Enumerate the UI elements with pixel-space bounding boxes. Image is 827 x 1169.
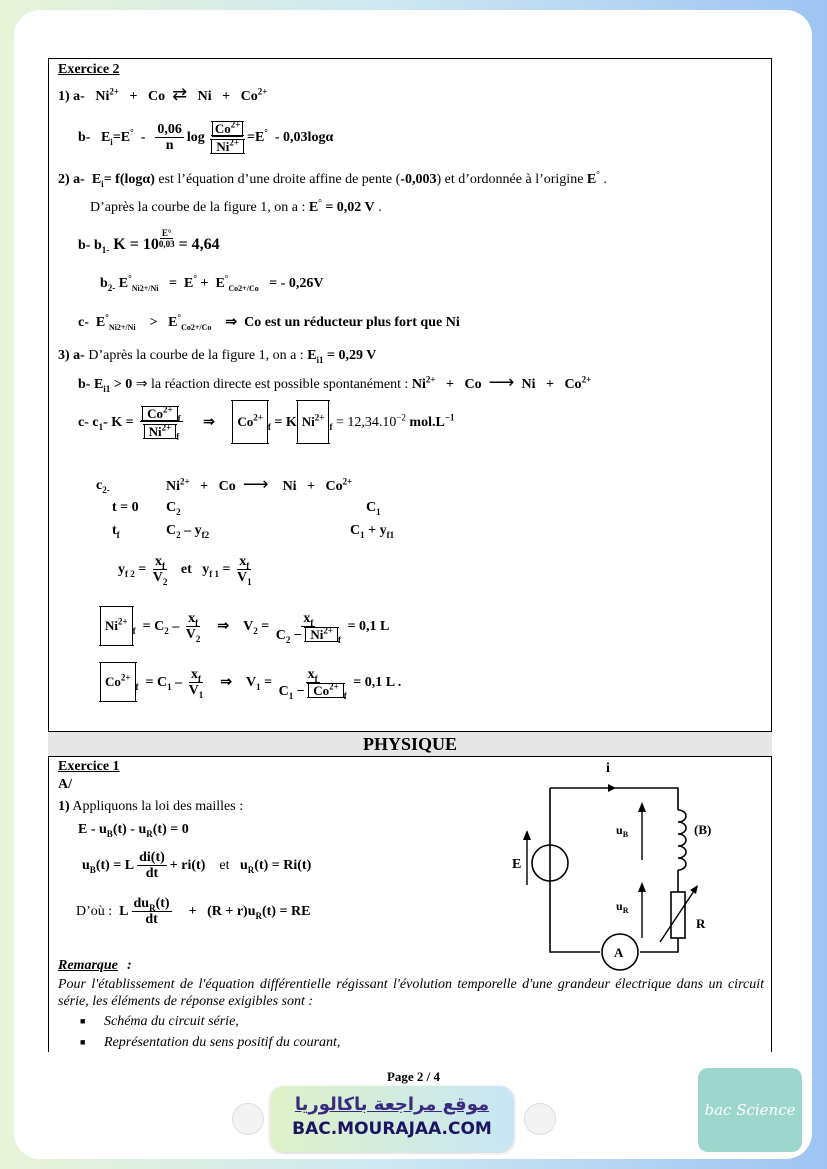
label-a: A <box>614 945 624 960</box>
label-i: i <box>606 761 610 776</box>
page-number: Page 2 / 4 <box>386 1069 441 1084</box>
remark-text: Pour l'établissement de l'équation différentielle régissant l'évolution temporelle d'une grandeur électrique dans un circuit série, les éléments de réponse exigibles sont : <box>58 977 764 1009</box>
line-3a: 3) a- D’après la courbe de la figure 1, on a : $E_{i1} = 0,29$ V <box>58 348 377 365</box>
line-2b2: $b_{2-}$ $E^\circ_{Ni2+/Ni} = E^\circ + E^\circ_{Co2+/Co}$ = - 0,26V <box>100 273 324 293</box>
rl-circuit-diagram <box>500 760 740 980</box>
coil-symbol <box>678 810 686 870</box>
site-url[interactable]: BAC.MOURAJAA.COM <box>292 1119 492 1139</box>
site-logo-icon <box>232 1103 264 1135</box>
table-t0-c2: $C_2$ <box>166 500 181 517</box>
eq-ni-final: $Ni^{2+}_f = C_2$ – $\frac{x_f}{V_2}$ ⇒ $V_2$ = $\frac{x_f}{C_2 - Ni^{2+}_f}$ = 0,1 L <box>100 606 389 647</box>
line-2a: 2) a- $E_i= f(\log\alpha)$ est l’équation d’une droite affine de pente (-0,003) et d’ordonnée à l’origine E° . <box>58 169 607 189</box>
line-3b: b- $E_{i1} > 0$ ⇒ la réaction directe est possible spontanément : $Ni^{2+}$ + Co ⟶ Ni + $Co^{2+}$ <box>78 372 592 394</box>
label-ur: $u_R$ <box>616 899 629 915</box>
exercise-1-title: Exercice 1 <box>58 759 120 774</box>
eq-co-final: $Co^{2+}_f = C_1$ – $\frac{x_f}{V_1}$ ⇒ $V_1$ = $\frac{x_f}{C_1 - Co^{2+}_f}$ = 0,1 L . <box>100 662 401 703</box>
line-1b: b- $E_i=E^\circ$ - $\frac{0,06}{n}$ log $\frac{Co^{2+}}{Ni^{2+}}$ =E° - 0,03logα <box>78 119 334 155</box>
label-b: (B) <box>694 822 712 837</box>
bullet-item: ■ Représentation du sens positif du courant, <box>104 1035 340 1051</box>
ub-ur-eq: $u_B(t) = L$ $\frac{di(t)}{dt}$ + ri(t) et $u_R(t) = Ri(t)$ <box>82 850 312 882</box>
line-3c1: c- $c_1-$ K = $\frac{Co^{2+}_f}{Ni^{2+}_f}$ ⇒ $Co^{2+}_f = K$ $Ni^{2+}_f = 12,34.10^{-2}$ $mol.L^{-1}$ <box>78 400 454 445</box>
table-t0: t = 0 <box>112 500 139 515</box>
question-1: 1) Appliquons la loi des mailles : <box>58 799 244 814</box>
label-ub: $u_B$ <box>616 823 629 839</box>
yf-relations: $y_{f 2}$ = $\frac{x_f}{V_2}$ et $y_{f 1}$ = $\frac{x_f}{V_1}$ <box>118 554 252 588</box>
table-t0-c1: $C_1$ <box>366 500 381 517</box>
line-2b1: b- $b_{1-}$ K = 10 $\frac{E^\circ}{0,03}$ = 4,64 <box>78 228 220 255</box>
label-r: R <box>696 916 706 931</box>
label-e: E <box>512 857 522 872</box>
part-a-label: A/ <box>58 777 72 792</box>
site-arabic-name: موقع مراجعة باكالوريا <box>294 1094 490 1115</box>
remark-colon: : <box>127 958 132 973</box>
current-arrow <box>608 784 616 792</box>
table-reaction-row: $c_{2-}$ <box>96 478 110 495</box>
line-1a: 1) a- $Ni^{2+}$ + Co ⇄ $Ni + Co^{2+}$ <box>58 84 268 104</box>
remark-title: Remarque <box>58 958 118 973</box>
bullet-item: ■ Schéma du circuit série, <box>104 1014 239 1030</box>
site-banner[interactable] <box>270 1086 514 1152</box>
diff-equation: D’où : L $\frac{du_R(t)}{dt}$ + $(R + r)u_R(t)$ = RE <box>76 896 311 928</box>
line-2c: c- $E^\circ_{Ni2+/Ni}$ > $E^\circ_{Co2+/Co}$ ⇒ Co est un réducteur plus fort que Ni <box>78 312 460 332</box>
table-tf-co: $C_1 + y_{f1}$ <box>350 523 395 540</box>
exercise-2-title: Exercice 2 <box>58 62 120 77</box>
site-logo-icon <box>524 1103 556 1135</box>
table-tf-ni: $C_2 - y_{f2}$ <box>166 523 210 540</box>
mesh-law-eq: $E - u_B(t) - u_R(t) = 0$ <box>78 822 189 839</box>
equilibrium-arrow: ⇄ <box>172 84 188 104</box>
table-reaction: $Ni^{2+}$ + Co ⟶ Ni + $Co^{2+}$ <box>166 474 353 494</box>
line-2a-note: D’après la courbe de la figure 1, on a : E° = 0,02 V . <box>90 197 382 215</box>
physique-header: PHYSIQUE <box>48 731 772 757</box>
bac-science-badge: bac Science <box>698 1068 802 1152</box>
table-tf: $t_f$ <box>112 523 120 540</box>
